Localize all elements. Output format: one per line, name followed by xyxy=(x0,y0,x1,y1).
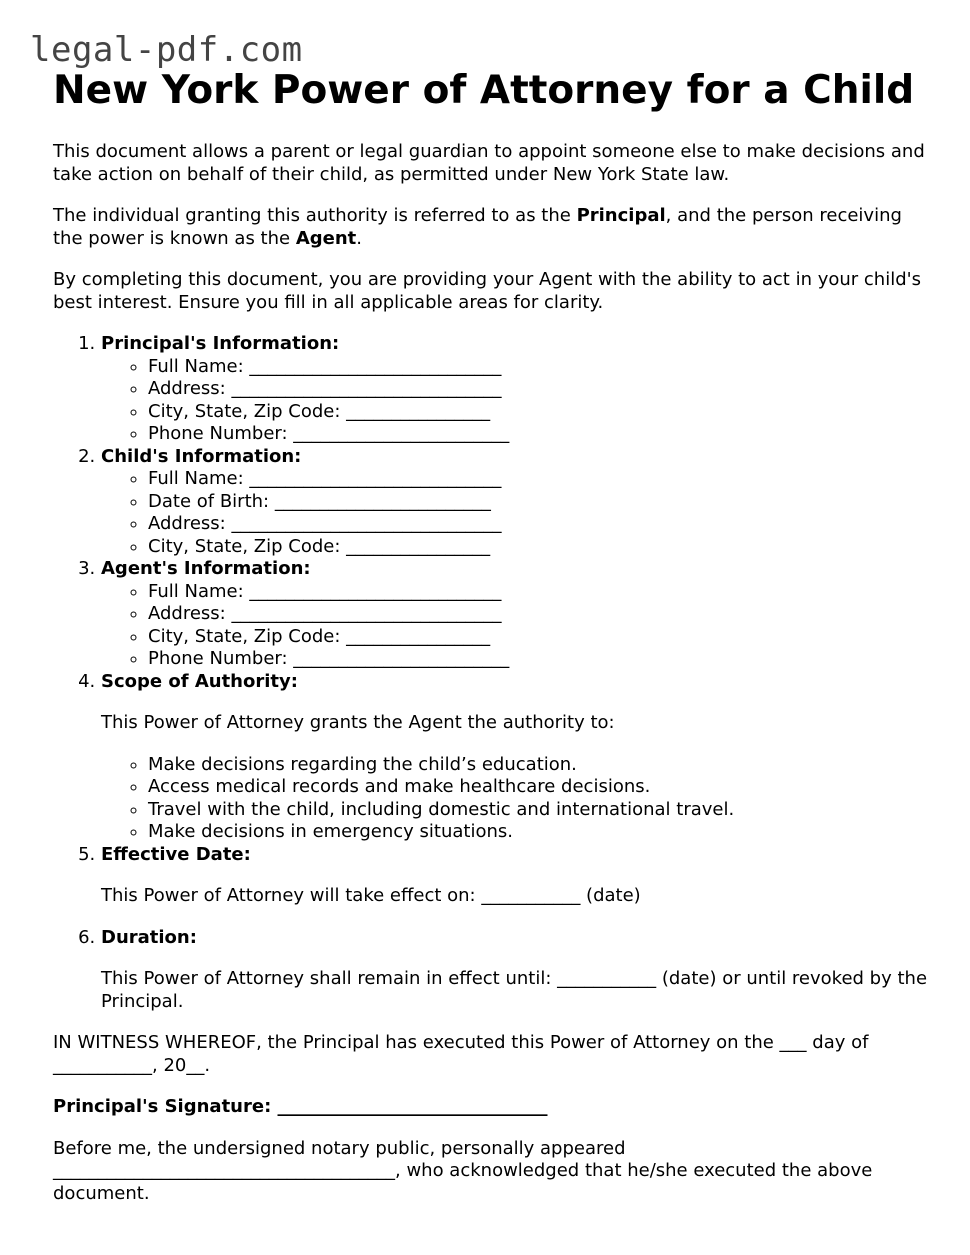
intro-p2-middle: , and the person receiving the power is known as the xyxy=(53,205,902,249)
scope-item: ◦ Access medical records and make healthcare decisions. xyxy=(148,776,928,799)
child-full-name-field[interactable]: ◦ Full Name: ____________________________ xyxy=(148,468,928,491)
sections-list xyxy=(53,333,928,1013)
child-address-field[interactable]: ◦ Address: ______________________________ xyxy=(148,513,928,536)
section-heading: Child's Information: xyxy=(101,445,302,467)
section-heading: Principal's Information: xyxy=(101,333,340,354)
agent-term: Agent xyxy=(295,227,357,249)
scope-text: This Power of Attorney grants the Agent the authority to: xyxy=(101,712,615,733)
page-title: New York Power of Attorney for a Child xyxy=(53,68,915,113)
intro-p2-end: . xyxy=(356,227,362,249)
document-body xyxy=(53,141,928,1224)
agent-fields xyxy=(101,581,928,671)
intro-paragraph-2 xyxy=(53,205,928,250)
section-duration xyxy=(101,927,928,1014)
section-heading: Agent's Information: xyxy=(101,558,311,579)
principal-term: Principal xyxy=(576,205,666,226)
intro-p2-before: The individual granting this authority is referred to as the xyxy=(53,205,577,226)
intro-paragraph-3: By completing this document, you are providing your Agent with the ability to act in your child's best interest. Ensure you fill in all applicable areas for clarity. xyxy=(53,269,921,313)
signature-label: Principal's Signature: ______________________________ xyxy=(53,1096,548,1117)
child-dob-field[interactable]: ◦ Date of Birth: ________________________ xyxy=(148,491,928,514)
duration-field[interactable]: This Power of Attorney shall remain in effect until: ___________ (date) or until revoked by the Principal. xyxy=(101,968,928,1012)
principal-city-state-zip-field[interactable]: ◦ City, State, Zip Code: ________________ xyxy=(148,401,928,424)
section-agent xyxy=(101,558,928,671)
principal-address-field[interactable]: ◦ Address: ______________________________ xyxy=(148,378,928,401)
principal-phone-field[interactable]: ◦ Phone Number: ________________________ xyxy=(148,423,928,446)
agent-full-name-field[interactable]: ◦ Full Name: ____________________________ xyxy=(148,581,928,604)
effective-date-field[interactable]: This Power of Attorney will take effect on: ___________ (date) xyxy=(101,885,641,906)
section-child xyxy=(101,446,928,559)
watermark: legal-pdf.com xyxy=(30,30,303,70)
section-heading: Effective Date: xyxy=(101,843,251,865)
principal-full-name-field[interactable]: ◦ Full Name: ____________________________ xyxy=(148,356,928,379)
notary-statement[interactable]: Before me, the undersigned notary public, personally appeared ______________________________________, who acknowledged that he/she executed the above document. xyxy=(53,1137,873,1204)
scope-item: ◦ Make decisions in emergency situations. xyxy=(148,821,928,844)
scope-items xyxy=(101,754,928,844)
section-scope xyxy=(101,671,928,844)
section-effective-date xyxy=(101,844,928,908)
section-principal xyxy=(101,333,928,446)
child-fields xyxy=(101,468,928,558)
intro-paragraph-1: This document allows a parent or legal guardian to appoint someone else to make decisions and take action on behalf of their child, as permitted under New York State law. xyxy=(53,141,925,185)
agent-address-field[interactable]: ◦ Address: ______________________________ xyxy=(148,603,928,626)
scope-item: ◦ Travel with the child, including domestic and international travel. xyxy=(148,799,928,822)
agent-city-state-zip-field[interactable]: ◦ City, State, Zip Code: ________________ xyxy=(148,626,928,649)
section-heading: Scope of Authority: xyxy=(101,670,298,692)
child-city-state-zip-field[interactable]: ◦ City, State, Zip Code: ________________ xyxy=(148,536,928,559)
principal-signature-field[interactable] xyxy=(53,1096,928,1119)
agent-phone-field[interactable]: ◦ Phone Number: ________________________ xyxy=(148,648,928,671)
section-heading: Duration: xyxy=(101,926,197,948)
principal-fields xyxy=(101,356,928,446)
witness-clause[interactable]: IN WITNESS WHEREOF, the Principal has executed this Power of Attorney on the ___ day of ___________, 20__. xyxy=(53,1032,869,1076)
scope-item: ◦ Make decisions regarding the child’s education. xyxy=(148,754,928,777)
